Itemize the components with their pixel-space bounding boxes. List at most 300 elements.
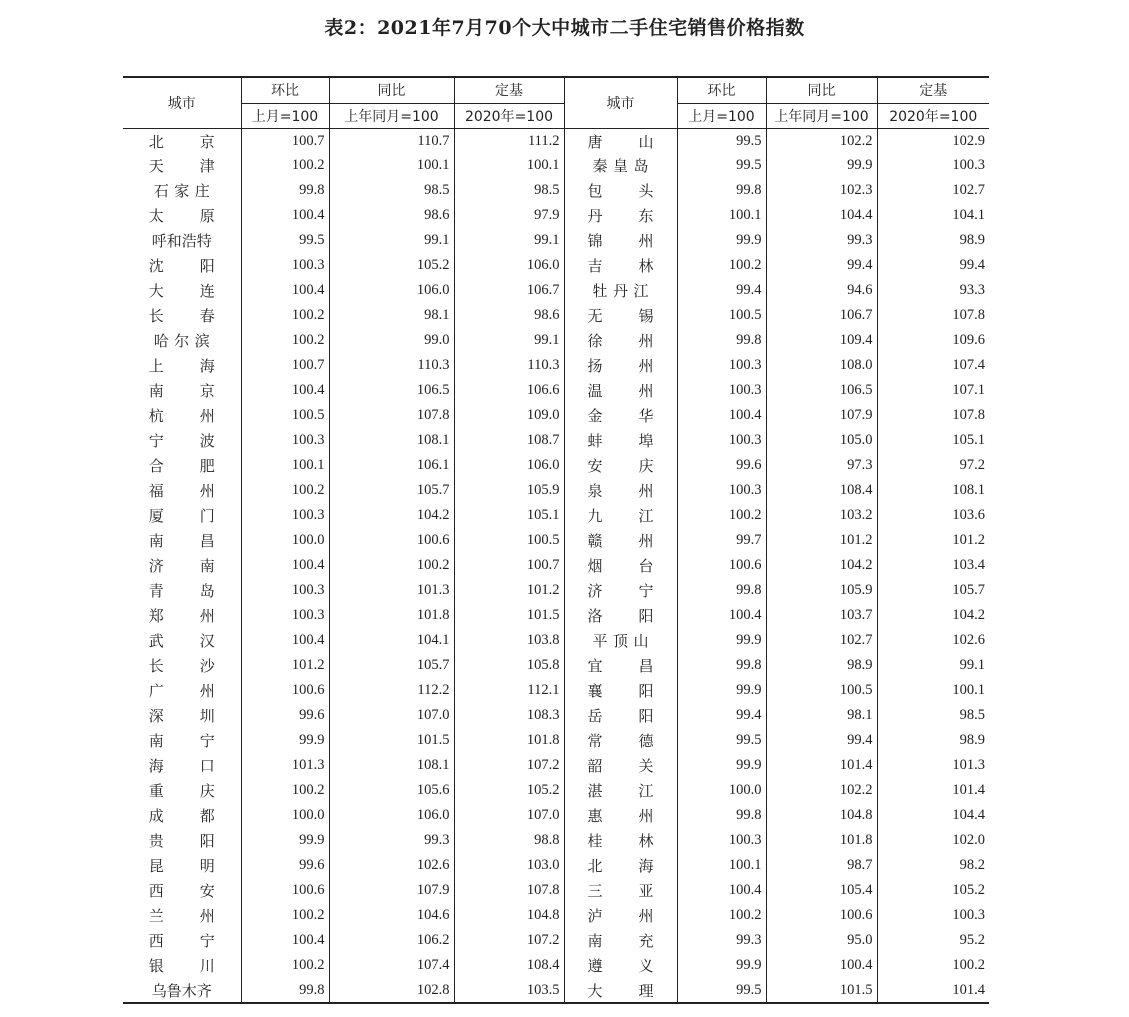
city-name: 哈尔滨 xyxy=(153,332,210,350)
yoy-value-right: 104.8 xyxy=(766,803,877,828)
mom-value-left: 100.7 xyxy=(241,353,329,378)
base-value-left: 107.0 xyxy=(454,803,564,828)
mom-value-left: 100.4 xyxy=(241,928,329,953)
city-name: 锦州 xyxy=(587,232,654,250)
mom-value-right: 100.3 xyxy=(677,478,766,503)
base-value-left: 106.0 xyxy=(454,453,564,478)
city-name: 惠州 xyxy=(587,807,654,825)
city-left xyxy=(123,253,241,278)
city-name: 北京 xyxy=(148,133,215,152)
mom-value-right: 99.8 xyxy=(677,328,766,353)
city-name: 金华 xyxy=(587,407,654,425)
base-value-right: 104.1 xyxy=(877,203,989,228)
table-row xyxy=(123,678,989,703)
base-value-right: 104.4 xyxy=(877,803,989,828)
city-left xyxy=(123,503,241,528)
city-name: 韶关 xyxy=(587,757,654,775)
yoy-value-left: 100.2 xyxy=(329,553,454,578)
city-name: 合肥 xyxy=(148,457,215,475)
city-left xyxy=(123,578,241,603)
yoy-value-left: 107.9 xyxy=(329,878,454,903)
base-value-right: 103.4 xyxy=(877,553,989,578)
city-name: 深圳 xyxy=(148,707,215,725)
table-row xyxy=(123,428,989,453)
city-left xyxy=(123,928,241,953)
city-name: 平顶山 xyxy=(592,632,649,650)
base-value-left: 101.8 xyxy=(454,728,564,753)
base-value-left: 104.8 xyxy=(454,903,564,928)
base-value-left: 105.8 xyxy=(454,653,564,678)
mom-value-right: 99.4 xyxy=(677,703,766,728)
yoy-value-right: 107.9 xyxy=(766,403,877,428)
city-right xyxy=(564,528,677,553)
mom-value-right: 100.3 xyxy=(677,353,766,378)
city-left xyxy=(123,553,241,578)
city-name: 济宁 xyxy=(587,582,654,600)
table-title: 表2：2021年7月70个大中城市二手住宅销售价格指数 xyxy=(324,17,805,39)
city-right xyxy=(564,303,677,328)
yoy-value-left: 101.3 xyxy=(329,578,454,603)
yoy-value-left: 104.1 xyxy=(329,628,454,653)
city-name: 桂林 xyxy=(587,832,654,850)
city-name: 成都 xyxy=(148,807,215,825)
city-right xyxy=(564,703,677,728)
base-value-left: 100.7 xyxy=(454,553,564,578)
city-left xyxy=(123,178,241,203)
table-row xyxy=(123,653,989,678)
mom-value-right: 100.3 xyxy=(677,428,766,453)
yoy-value-left: 106.5 xyxy=(329,378,454,403)
yoy-value-left: 99.0 xyxy=(329,328,454,353)
mom-value-right: 100.6 xyxy=(677,553,766,578)
yoy-value-left: 104.6 xyxy=(329,903,454,928)
yoy-value-left: 107.8 xyxy=(329,403,454,428)
city-right xyxy=(564,828,677,853)
base-value-left: 111.2 xyxy=(454,128,564,153)
base-value-right: 98.2 xyxy=(877,853,989,878)
mom-value-right: 100.1 xyxy=(677,853,766,878)
base-value-right: 104.2 xyxy=(877,603,989,628)
city-left xyxy=(123,978,241,1003)
city-left xyxy=(123,828,241,853)
city-right xyxy=(564,453,677,478)
city-left xyxy=(123,153,241,178)
mom-value-left: 99.5 xyxy=(241,228,329,253)
city-left xyxy=(123,478,241,503)
base-value-right: 109.6 xyxy=(877,328,989,353)
mom-value-right: 99.8 xyxy=(677,578,766,603)
city-right xyxy=(564,353,677,378)
city-name: 南昌 xyxy=(148,532,215,550)
base-value-right: 102.7 xyxy=(877,178,989,203)
yoy-value-right: 97.3 xyxy=(766,453,877,478)
city-name: 大连 xyxy=(148,282,215,300)
city-name: 九江 xyxy=(587,507,654,525)
city-name: 丹东 xyxy=(587,207,654,225)
city-name: 西宁 xyxy=(148,932,215,950)
mom-value-right: 100.4 xyxy=(677,603,766,628)
mom-value-left: 99.8 xyxy=(241,178,329,203)
city-left xyxy=(123,378,241,403)
table-row xyxy=(123,253,989,278)
yoy-value-right: 105.0 xyxy=(766,428,877,453)
base-value-left: 105.9 xyxy=(454,478,564,503)
yoy-value-left: 105.6 xyxy=(329,778,454,803)
city-name: 湛江 xyxy=(587,782,654,800)
city-left xyxy=(123,203,241,228)
city-name: 长春 xyxy=(148,307,215,325)
table-row xyxy=(123,928,989,953)
mom-value-right: 99.8 xyxy=(677,178,766,203)
city-left xyxy=(123,403,241,428)
city-name: 石家庄 xyxy=(153,182,210,200)
base-value-left: 107.2 xyxy=(454,753,564,778)
city-right xyxy=(564,478,677,503)
yoy-value-right: 109.4 xyxy=(766,328,877,353)
city-left xyxy=(123,278,241,303)
city-name: 南充 xyxy=(587,932,654,950)
base-value-left: 97.9 xyxy=(454,203,564,228)
base-value-right: 105.7 xyxy=(877,578,989,603)
yoy-value-right: 108.0 xyxy=(766,353,877,378)
city-right xyxy=(564,603,677,628)
base-value-right: 107.8 xyxy=(877,303,989,328)
yoy-value-left: 105.2 xyxy=(329,253,454,278)
yoy-subheader-right: 上年同月=100 xyxy=(766,103,877,128)
table-row xyxy=(123,828,989,853)
city-left xyxy=(123,228,241,253)
city-left xyxy=(123,128,241,153)
city-name: 烟台 xyxy=(587,557,654,575)
base-value-right: 100.1 xyxy=(877,678,989,703)
yoy-value-left: 105.7 xyxy=(329,478,454,503)
base-value-left: 101.5 xyxy=(454,603,564,628)
mom-value-left: 100.2 xyxy=(241,778,329,803)
mom-value-right: 100.4 xyxy=(677,403,766,428)
yoy-value-right: 100.4 xyxy=(766,953,877,978)
city-name: 宜昌 xyxy=(587,657,654,675)
city-left xyxy=(123,753,241,778)
yoy-value-right: 94.6 xyxy=(766,278,877,303)
city-right xyxy=(564,128,677,153)
base-value-right: 98.5 xyxy=(877,703,989,728)
yoy-value-right: 99.9 xyxy=(766,153,877,178)
base-value-right: 101.4 xyxy=(877,978,989,1003)
city-name: 安庆 xyxy=(587,457,654,475)
city-name: 包头 xyxy=(587,182,654,200)
yoy-value-right: 98.7 xyxy=(766,853,877,878)
table-row xyxy=(123,703,989,728)
city-right xyxy=(564,928,677,953)
city-name: 遵义 xyxy=(587,957,654,975)
city-name: 宁波 xyxy=(148,432,215,450)
mom-header-right: 环比 xyxy=(677,77,766,103)
table-row xyxy=(123,903,989,928)
city-right xyxy=(564,178,677,203)
city-right xyxy=(564,678,677,703)
base-value-right: 99.4 xyxy=(877,253,989,278)
city-name: 沈阳 xyxy=(148,257,215,275)
table-row xyxy=(123,753,989,778)
city-name: 秦皇岛 xyxy=(592,157,649,175)
base-value-right: 102.6 xyxy=(877,628,989,653)
base-value-right: 100.2 xyxy=(877,953,989,978)
yoy-value-right: 106.5 xyxy=(766,378,877,403)
base-value-right: 107.4 xyxy=(877,353,989,378)
mom-value-right: 99.3 xyxy=(677,928,766,953)
yoy-value-left: 99.3 xyxy=(329,828,454,853)
city-right xyxy=(564,853,677,878)
table-row xyxy=(123,403,989,428)
mom-value-right: 100.2 xyxy=(677,903,766,928)
city-name: 银川 xyxy=(148,957,215,975)
base-value-left: 112.1 xyxy=(454,678,564,703)
city-name: 天津 xyxy=(148,157,215,175)
mom-value-left: 100.2 xyxy=(241,153,329,178)
base-subheader-right: 2020年=100 xyxy=(877,103,989,128)
base-value-left: 99.1 xyxy=(454,228,564,253)
city-left xyxy=(123,803,241,828)
yoy-value-left: 106.0 xyxy=(329,803,454,828)
city-right xyxy=(564,503,677,528)
yoy-value-left: 104.2 xyxy=(329,503,454,528)
base-value-right: 100.3 xyxy=(877,903,989,928)
city-right xyxy=(564,578,677,603)
mom-value-right: 99.9 xyxy=(677,678,766,703)
yoy-value-left: 108.1 xyxy=(329,753,454,778)
table-row xyxy=(123,953,989,978)
base-value-right: 101.4 xyxy=(877,778,989,803)
mom-value-left: 99.8 xyxy=(241,978,329,1003)
city-name: 福州 xyxy=(148,482,215,500)
price-index-table xyxy=(123,76,989,1004)
city-right xyxy=(564,903,677,928)
mom-value-right: 99.6 xyxy=(677,453,766,478)
yoy-value-left: 112.2 xyxy=(329,678,454,703)
mom-value-right: 99.9 xyxy=(677,753,766,778)
table-header xyxy=(123,77,989,128)
city-right xyxy=(564,203,677,228)
table-row xyxy=(123,628,989,653)
city-name: 襄阳 xyxy=(587,682,654,700)
mom-value-right: 100.2 xyxy=(677,503,766,528)
mom-value-left: 100.2 xyxy=(241,953,329,978)
base-value-left: 99.1 xyxy=(454,328,564,353)
city-name: 厦门 xyxy=(148,507,215,525)
mom-value-right: 99.5 xyxy=(677,728,766,753)
city-left xyxy=(123,728,241,753)
yoy-value-left: 106.0 xyxy=(329,278,454,303)
base-value-right: 97.2 xyxy=(877,453,989,478)
base-value-left: 105.1 xyxy=(454,503,564,528)
base-header-right: 定基 xyxy=(877,77,989,103)
table-row xyxy=(123,878,989,903)
city-left xyxy=(123,453,241,478)
base-value-right: 103.6 xyxy=(877,503,989,528)
city-left xyxy=(123,428,241,453)
table-row xyxy=(123,153,989,178)
yoy-value-right: 101.8 xyxy=(766,828,877,853)
city-name: 泸州 xyxy=(587,907,654,925)
mom-value-left: 100.1 xyxy=(241,453,329,478)
city-right xyxy=(564,628,677,653)
mom-value-left: 100.6 xyxy=(241,878,329,903)
table-row xyxy=(123,728,989,753)
city-name: 乌鲁木齐 xyxy=(151,981,212,1000)
table-row xyxy=(123,528,989,553)
table-row xyxy=(123,503,989,528)
mom-value-left: 100.4 xyxy=(241,628,329,653)
base-value-left: 98.5 xyxy=(454,178,564,203)
yoy-value-left: 108.1 xyxy=(329,428,454,453)
city-name: 北海 xyxy=(587,857,654,875)
base-value-right: 102.0 xyxy=(877,828,989,853)
yoy-value-right: 106.7 xyxy=(766,303,877,328)
mom-value-left: 100.3 xyxy=(241,603,329,628)
yoy-value-left: 105.7 xyxy=(329,653,454,678)
yoy-value-right: 101.4 xyxy=(766,753,877,778)
mom-value-left: 100.3 xyxy=(241,578,329,603)
yoy-value-left: 102.8 xyxy=(329,978,454,1003)
table-row xyxy=(123,553,989,578)
yoy-value-right: 95.0 xyxy=(766,928,877,953)
base-value-right: 101.3 xyxy=(877,753,989,778)
base-value-right: 98.9 xyxy=(877,728,989,753)
yoy-value-right: 99.3 xyxy=(766,228,877,253)
mom-value-right: 99.5 xyxy=(677,153,766,178)
base-value-right: 99.1 xyxy=(877,653,989,678)
base-value-left: 110.3 xyxy=(454,353,564,378)
mom-value-right: 99.5 xyxy=(677,128,766,153)
yoy-value-left: 98.1 xyxy=(329,303,454,328)
yoy-value-right: 99.4 xyxy=(766,253,877,278)
city-right xyxy=(564,878,677,903)
mom-value-left: 100.7 xyxy=(241,128,329,153)
mom-value-right: 99.9 xyxy=(677,228,766,253)
mom-value-left: 100.3 xyxy=(241,503,329,528)
mom-value-right: 100.3 xyxy=(677,378,766,403)
yoy-value-left: 101.8 xyxy=(329,603,454,628)
city-right xyxy=(564,378,677,403)
mom-value-right: 99.8 xyxy=(677,653,766,678)
base-value-left: 108.4 xyxy=(454,953,564,978)
table-row xyxy=(123,803,989,828)
mom-subheader-left: 上月=100 xyxy=(241,103,329,128)
yoy-header-left: 同比 xyxy=(329,77,454,103)
yoy-value-left: 106.1 xyxy=(329,453,454,478)
base-value-right: 102.9 xyxy=(877,128,989,153)
mom-value-left: 100.5 xyxy=(241,403,329,428)
base-value-left: 108.3 xyxy=(454,703,564,728)
city-right xyxy=(564,728,677,753)
mom-value-left: 100.2 xyxy=(241,478,329,503)
city-name: 唐山 xyxy=(587,133,654,152)
city-name: 青岛 xyxy=(148,582,215,600)
table-body xyxy=(123,128,989,1003)
base-value-left: 105.2 xyxy=(454,778,564,803)
city-name: 温州 xyxy=(587,382,654,400)
mom-value-right: 100.1 xyxy=(677,203,766,228)
mom-value-left: 100.0 xyxy=(241,528,329,553)
yoy-value-left: 107.0 xyxy=(329,703,454,728)
mom-value-right: 99.8 xyxy=(677,803,766,828)
city-name: 武汉 xyxy=(148,632,215,650)
mom-value-left: 100.4 xyxy=(241,203,329,228)
city-right xyxy=(564,428,677,453)
city-name: 重庆 xyxy=(148,782,215,800)
table-row xyxy=(123,228,989,253)
city-right xyxy=(564,153,677,178)
city-left xyxy=(123,603,241,628)
base-value-left: 106.0 xyxy=(454,253,564,278)
yoy-value-right: 108.4 xyxy=(766,478,877,503)
mom-value-left: 100.2 xyxy=(241,303,329,328)
city-name: 岳阳 xyxy=(587,707,654,725)
city-name: 呼和浩特 xyxy=(151,232,212,250)
mom-value-left: 100.4 xyxy=(241,378,329,403)
city-left xyxy=(123,353,241,378)
table-row xyxy=(123,453,989,478)
mom-value-left: 100.0 xyxy=(241,803,329,828)
city-name: 徐州 xyxy=(587,332,654,350)
city-name: 牡丹江 xyxy=(592,282,649,300)
yoy-value-right: 100.5 xyxy=(766,678,877,703)
base-value-right: 105.2 xyxy=(877,878,989,903)
base-value-left: 100.1 xyxy=(454,153,564,178)
city-name: 太原 xyxy=(148,207,215,225)
base-value-left: 100.5 xyxy=(454,528,564,553)
mom-value-left: 100.2 xyxy=(241,903,329,928)
base-value-left: 106.6 xyxy=(454,378,564,403)
table-row xyxy=(123,478,989,503)
city-name: 杭州 xyxy=(148,407,215,425)
city-name: 上海 xyxy=(148,357,215,375)
yoy-value-right: 104.2 xyxy=(766,553,877,578)
city-name: 常德 xyxy=(587,732,654,750)
mom-value-left: 100.2 xyxy=(241,328,329,353)
table-row xyxy=(123,203,989,228)
mom-value-left: 100.4 xyxy=(241,553,329,578)
city-name: 济南 xyxy=(148,557,215,575)
mom-value-right: 100.4 xyxy=(677,878,766,903)
base-value-right: 95.2 xyxy=(877,928,989,953)
yoy-value-right: 100.6 xyxy=(766,903,877,928)
mom-value-right: 100.2 xyxy=(677,253,766,278)
mom-value-left: 100.6 xyxy=(241,678,329,703)
mom-subheader-right: 上月=100 xyxy=(677,103,766,128)
base-value-left: 108.7 xyxy=(454,428,564,453)
city-name: 泉州 xyxy=(587,482,654,500)
mom-value-right: 99.5 xyxy=(677,978,766,1003)
city-name: 广州 xyxy=(148,682,215,700)
mom-header-left: 环比 xyxy=(241,77,329,103)
city-right xyxy=(564,328,677,353)
city-right xyxy=(564,978,677,1003)
yoy-value-right: 102.7 xyxy=(766,628,877,653)
city-name: 南京 xyxy=(148,382,215,400)
city-left xyxy=(123,528,241,553)
mom-value-right: 99.7 xyxy=(677,528,766,553)
mom-value-left: 99.6 xyxy=(241,853,329,878)
city-right xyxy=(564,228,677,253)
mom-value-left: 99.9 xyxy=(241,728,329,753)
yoy-value-right: 101.5 xyxy=(766,978,877,1003)
table-row xyxy=(123,303,989,328)
table-row xyxy=(123,978,989,1003)
city-name: 大理 xyxy=(587,981,654,1000)
city-name: 蚌埠 xyxy=(587,432,654,450)
city-left xyxy=(123,303,241,328)
